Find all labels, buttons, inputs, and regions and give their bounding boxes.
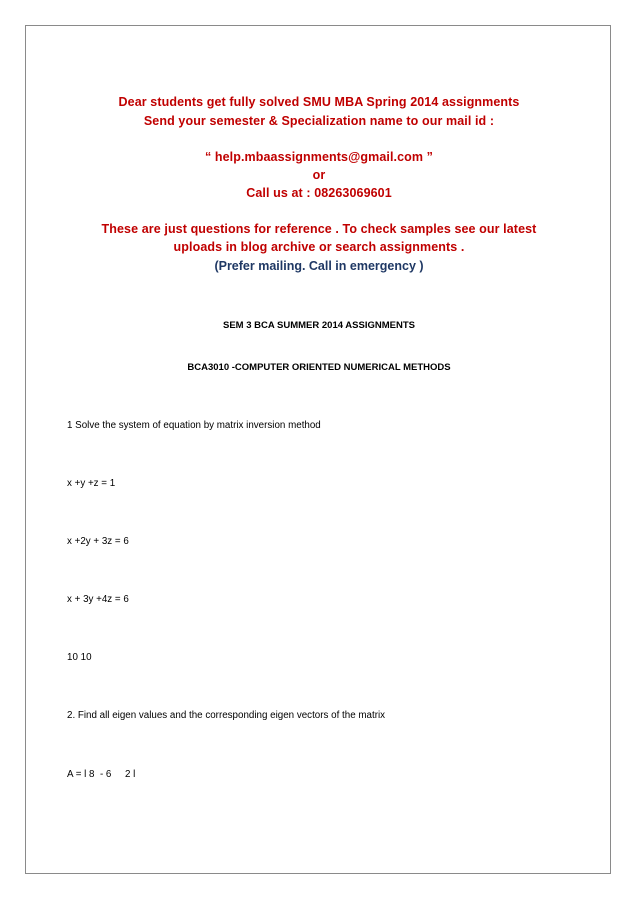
notice-email: “ help.mbaassignments@gmail.com ” <box>204 150 434 164</box>
notice-or: or <box>312 168 326 182</box>
notice-line-2: Send your semester & Specialization name to our mail id : <box>143 114 495 128</box>
notice-line-1: Dear students get fully solved SMU MBA Spring 2014 assignments <box>118 95 520 109</box>
marks-text: 10 10 <box>67 652 92 663</box>
notice-reference-line-2: uploads in blog archive or search assignments . <box>173 240 465 254</box>
notice-reference-line-1: These are just questions for reference . To check samples see our latest <box>101 222 537 236</box>
notice-call: Call us at : 08263069601 <box>246 186 392 200</box>
question-2: 2. Find all eigen values and the corresponding eigen vectors of the matrix <box>67 710 386 721</box>
semester-heading: SEM 3 BCA SUMMER 2014 ASSIGNMENTS <box>223 320 415 331</box>
notice-prefer-mailing: (Prefer mailing. Call in emergency ) <box>214 259 424 273</box>
matrix-text: A = l 8 - 6 2 l <box>67 769 136 780</box>
equation-2: x +2y + 3z = 6 <box>67 536 129 547</box>
course-heading: BCA3010 -COMPUTER ORIENTED NUMERICAL METHODS <box>187 362 451 373</box>
equation-1: x +y +z = 1 <box>67 478 116 489</box>
question-1: 1 Solve the system of equation by matrix inversion method <box>67 420 321 431</box>
equation-3: x + 3y +4z = 6 <box>67 594 129 605</box>
